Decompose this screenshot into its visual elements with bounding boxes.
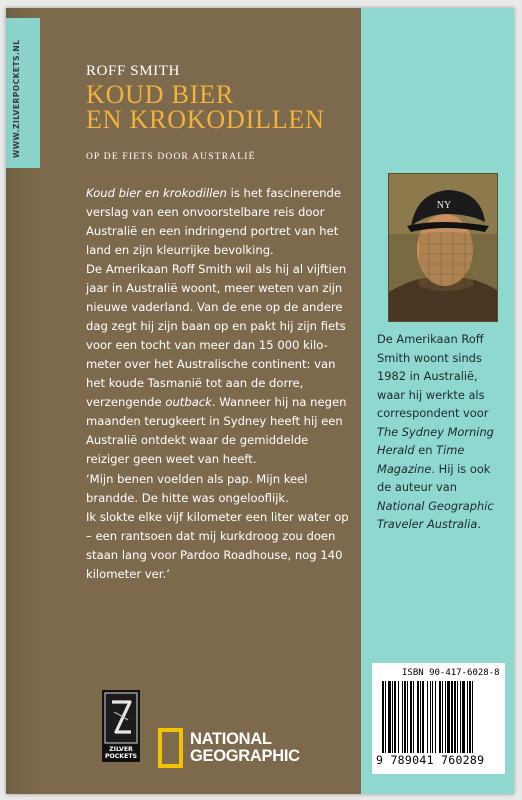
book-quote bbox=[86, 470, 354, 584]
book-title bbox=[86, 82, 325, 132]
barcode-bar bbox=[451, 681, 453, 753]
barcode-bar bbox=[394, 681, 396, 753]
barcode-bar bbox=[457, 681, 458, 753]
zilver-pockets-logo bbox=[102, 690, 140, 762]
blurb-book-title: Koud bier en krokodillen bbox=[86, 186, 227, 200]
zilver-logo-line-1: ZILVER bbox=[109, 746, 133, 753]
barcode-number: 9 789041 760289 bbox=[376, 753, 485, 767]
barcode-bar bbox=[417, 681, 419, 753]
barcode-bar bbox=[382, 681, 384, 753]
barcode-bar bbox=[413, 681, 414, 753]
book-back-cover bbox=[6, 8, 514, 794]
publication-ng-traveler: National Geographic Traveler Australia bbox=[377, 498, 494, 531]
barcode-bar bbox=[430, 681, 431, 753]
barcode-bar bbox=[404, 681, 406, 753]
barcode-bar bbox=[467, 681, 468, 753]
barcode-bar bbox=[427, 681, 428, 753]
publication-time-magazine: Time Magazine bbox=[377, 443, 465, 476]
barcode-bar bbox=[442, 681, 443, 753]
author-photo bbox=[388, 173, 498, 322]
barcode-bar bbox=[422, 681, 424, 753]
barcode-bar bbox=[388, 681, 391, 753]
title-line-2: EN KROKODILLEN bbox=[86, 105, 325, 134]
barcode-bar bbox=[472, 681, 473, 753]
barcode-bar bbox=[445, 681, 446, 753]
barcode-bar bbox=[398, 681, 399, 753]
barcode-bar bbox=[435, 681, 436, 753]
barcode-panel bbox=[372, 663, 505, 774]
author-name: ROFF SMITH bbox=[86, 63, 180, 79]
isbn-label: ISBN 90-417-6028-8 bbox=[402, 668, 500, 678]
barcode-icon bbox=[382, 681, 500, 753]
zilver-logo-line-2: POCKETS bbox=[104, 753, 138, 760]
barcode-bar bbox=[469, 681, 471, 753]
barcode-bar bbox=[454, 681, 456, 753]
barcode-bar bbox=[385, 681, 386, 753]
quote-line-1: ‘Mijn benen voelden als pap. Mijn keel brandde. De hitte was ongelooflijk. bbox=[86, 472, 308, 505]
author-photo-illustration bbox=[389, 174, 497, 321]
barcode-bar bbox=[402, 681, 403, 753]
quote-line-2: Ik slokte elke vijf kilometer een liter water op – een rantsoen dat mij kurkdroog zou doen staan lang voor Pardoo Roadhouse, nog 140 kilometer ver.’ bbox=[86, 510, 349, 581]
barcode-bar bbox=[410, 681, 412, 753]
barcode-bar bbox=[447, 681, 450, 753]
barcode-bar bbox=[432, 681, 433, 753]
barcode-bar bbox=[420, 681, 421, 753]
barcode-bar bbox=[392, 681, 393, 753]
blurb bbox=[86, 184, 354, 469]
publication-sydney-morning-herald: The Sydney Morning Herald bbox=[377, 424, 494, 457]
ng-wordmark: NATIONAL GEOGRAPHIC bbox=[190, 730, 300, 765]
blurb-paragraph-2: De Amerikaan Roff Smith wil als hij al vijftien jaar in Australië woont, meer weten van zijn nieuwe vaderland. Van de ene op de andere dag zegt hij zijn baan op en pakt hij zijn fiets voor een tocht van meer dan 15 000 kilo-meter over het Australische continent: van het koude Tasmanië tot aan de dorre, verzengende outback. Wanneer hij na negen maanden terugkeert in Sydney heeft hij een Australië ontdekt waar de gemiddelde reiziger geen weet van heeft. bbox=[86, 262, 347, 466]
website-url: WWW.ZILVERPOCKETS.NL bbox=[12, 39, 21, 158]
ng-yellow-frame-icon bbox=[158, 728, 183, 768]
blurb-paragraph-1: Koud bier en krokodillen is het fascinerende verslag van een onvoorstelbare reis door Australië en een indringend portret van het land en zijn kleurrijke bevolking. bbox=[86, 186, 342, 257]
title-line-1: KOUD BIER bbox=[86, 80, 235, 109]
author-bio: De Amerikaan Roff Smith woont sinds 1982 in Australië, waar hij werkte als correspondent voor The Sydney Morning Herald en Time Magazine. Hij is ook de auteur van National Geographic Traveler Australia. bbox=[377, 332, 494, 531]
book-subtitle: OP DE FIETS DOOR AUSTRALIË bbox=[86, 152, 256, 162]
barcode-bar bbox=[462, 681, 465, 753]
barcode-bar bbox=[460, 681, 461, 753]
barcode-bar bbox=[407, 681, 408, 753]
svg-text:NY: NY bbox=[436, 200, 452, 211]
barcode-bar bbox=[439, 681, 441, 753]
